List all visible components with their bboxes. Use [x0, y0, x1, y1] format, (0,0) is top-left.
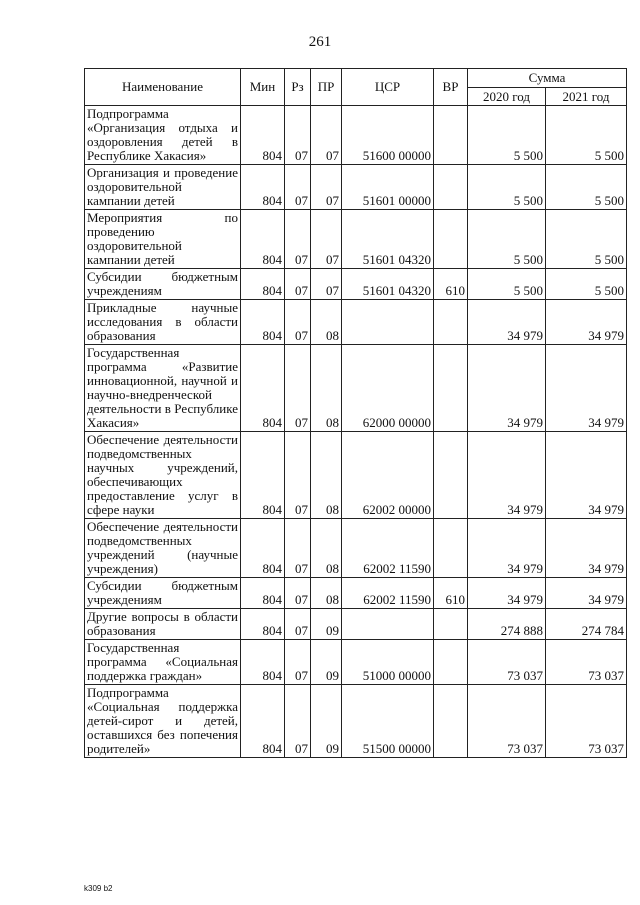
- cell-2021: 34 979: [546, 519, 627, 578]
- table-row: [85, 165, 627, 210]
- table-row: [85, 685, 627, 758]
- cell-csr: 62002 11590: [342, 578, 434, 609]
- cell-csr: 51000 00000: [342, 640, 434, 685]
- cell-pr: 08: [311, 578, 342, 609]
- cell-2021: 274 784: [546, 609, 627, 640]
- cell-2020: 5 500: [468, 269, 546, 300]
- cell-min: 804: [241, 165, 285, 210]
- cell-name: Обеспечение деятельности подведомственных научных учреждений, обеспечивающих предоставление услуг в сфере науки: [85, 432, 241, 519]
- cell-2020: 5 500: [468, 106, 546, 165]
- cell-2020: 34 979: [468, 432, 546, 519]
- cell-min: 804: [241, 300, 285, 345]
- cell-pr: 08: [311, 519, 342, 578]
- cell-csr: 51601 00000: [342, 165, 434, 210]
- cell-min: 804: [241, 106, 285, 165]
- cell-pr: 07: [311, 210, 342, 269]
- cell-2020: 34 979: [468, 578, 546, 609]
- cell-2021: 5 500: [546, 165, 627, 210]
- cell-2021: 34 979: [546, 300, 627, 345]
- cell-csr: 62000 00000: [342, 345, 434, 432]
- cell-name: Мероприятия по проведению оздоровительной кампании детей: [85, 210, 241, 269]
- cell-min: 804: [241, 519, 285, 578]
- page-number: 261: [308, 34, 332, 50]
- cell-name: Организация и проведение оздоровительной кампании детей: [85, 165, 241, 210]
- header-vr: ВР: [434, 69, 468, 106]
- cell-2020: 34 979: [468, 300, 546, 345]
- cell-rz: 07: [285, 685, 311, 758]
- cell-2020: 274 888: [468, 609, 546, 640]
- cell-rz: 07: [285, 609, 311, 640]
- cell-min: 804: [241, 345, 285, 432]
- table-row: [85, 210, 627, 269]
- cell-2021: 73 037: [546, 640, 627, 685]
- cell-2021: 34 979: [546, 345, 627, 432]
- cell-2020: 34 979: [468, 345, 546, 432]
- table-row: [85, 519, 627, 578]
- table-row: [85, 269, 627, 300]
- cell-name: Обеспечение деятельности подведомственных учреждений (научные учреждения): [85, 519, 241, 578]
- cell-csr: [342, 609, 434, 640]
- header-sum: Сумма: [468, 69, 627, 88]
- cell-2021: 5 500: [546, 269, 627, 300]
- cell-2020: 5 500: [468, 210, 546, 269]
- header-rz: Рз: [285, 69, 311, 106]
- cell-2021: 34 979: [546, 432, 627, 519]
- cell-vr: 610: [434, 578, 468, 609]
- cell-min: 804: [241, 609, 285, 640]
- header-min: Мин: [241, 69, 285, 106]
- cell-csr: 62002 00000: [342, 432, 434, 519]
- header-year-2021: 2021 год: [546, 88, 627, 106]
- cell-name: Подпрограмма «Социальная поддержка детей-сирот и детей, оставшихся без попечения родителей»: [85, 685, 241, 758]
- cell-vr: [434, 519, 468, 578]
- table-row: [85, 106, 627, 165]
- cell-2021: 5 500: [546, 210, 627, 269]
- cell-2021: 5 500: [546, 106, 627, 165]
- cell-2020: 5 500: [468, 165, 546, 210]
- cell-2020: 73 037: [468, 640, 546, 685]
- table-row: [85, 609, 627, 640]
- cell-min: 804: [241, 685, 285, 758]
- cell-pr: 08: [311, 300, 342, 345]
- cell-csr: 51500 00000: [342, 685, 434, 758]
- header-year-2020: 2020 год: [468, 88, 546, 106]
- cell-vr: 610: [434, 269, 468, 300]
- cell-2021: 73 037: [546, 685, 627, 758]
- cell-rz: 07: [285, 106, 311, 165]
- cell-pr: 09: [311, 640, 342, 685]
- cell-name: Субсидии бюджетным учреждениям: [85, 269, 241, 300]
- table-body: [85, 106, 627, 758]
- cell-2020: 34 979: [468, 519, 546, 578]
- cell-min: 804: [241, 210, 285, 269]
- cell-vr: [434, 165, 468, 210]
- cell-vr: [434, 432, 468, 519]
- cell-rz: 07: [285, 432, 311, 519]
- cell-pr: 09: [311, 685, 342, 758]
- cell-vr: [434, 640, 468, 685]
- cell-name: Государственная программа «Социальная поддержка граждан»: [85, 640, 241, 685]
- header-pr: ПР: [311, 69, 342, 106]
- table-row: [85, 300, 627, 345]
- table-row: [85, 432, 627, 519]
- cell-pr: 08: [311, 345, 342, 432]
- budget-table: [84, 68, 627, 758]
- cell-pr: 07: [311, 269, 342, 300]
- cell-csr: 62002 11590: [342, 519, 434, 578]
- cell-csr: 51600 00000: [342, 106, 434, 165]
- cell-rz: 07: [285, 578, 311, 609]
- cell-name: Другие вопросы в области образования: [85, 609, 241, 640]
- cell-rz: 07: [285, 300, 311, 345]
- cell-vr: [434, 609, 468, 640]
- cell-vr: [434, 300, 468, 345]
- table-row: [85, 345, 627, 432]
- cell-min: 804: [241, 640, 285, 685]
- cell-pr: 07: [311, 106, 342, 165]
- cell-rz: 07: [285, 345, 311, 432]
- table-row: [85, 578, 627, 609]
- header-name: Наименование: [85, 69, 241, 106]
- header-csr: ЦСР: [342, 69, 434, 106]
- cell-pr: 08: [311, 432, 342, 519]
- cell-name: Субсидии бюджетным учреждениям: [85, 578, 241, 609]
- cell-csr: 51601 04320: [342, 210, 434, 269]
- cell-2020: 73 037: [468, 685, 546, 758]
- cell-name: Прикладные научные исследования в области образования: [85, 300, 241, 345]
- cell-csr: 51601 04320: [342, 269, 434, 300]
- footer-code: k309 b2: [84, 884, 113, 893]
- cell-vr: [434, 210, 468, 269]
- cell-2021: 34 979: [546, 578, 627, 609]
- cell-vr: [434, 685, 468, 758]
- cell-min: 804: [241, 432, 285, 519]
- cell-name: Государственная программа «Развитие инновационной, научной и научно-внедренческой деятельности в Республике Хакасия»: [85, 345, 241, 432]
- cell-pr: 09: [311, 609, 342, 640]
- cell-rz: 07: [285, 210, 311, 269]
- cell-rz: 07: [285, 640, 311, 685]
- table-row: [85, 640, 627, 685]
- cell-vr: [434, 106, 468, 165]
- cell-pr: 07: [311, 165, 342, 210]
- cell-rz: 07: [285, 519, 311, 578]
- cell-min: 804: [241, 269, 285, 300]
- cell-rz: 07: [285, 165, 311, 210]
- cell-rz: 07: [285, 269, 311, 300]
- cell-vr: [434, 345, 468, 432]
- cell-csr: [342, 300, 434, 345]
- cell-name: Подпрограмма «Организация отдыха и оздоровления детей в Республике Хакасия»: [85, 106, 241, 165]
- cell-min: 804: [241, 578, 285, 609]
